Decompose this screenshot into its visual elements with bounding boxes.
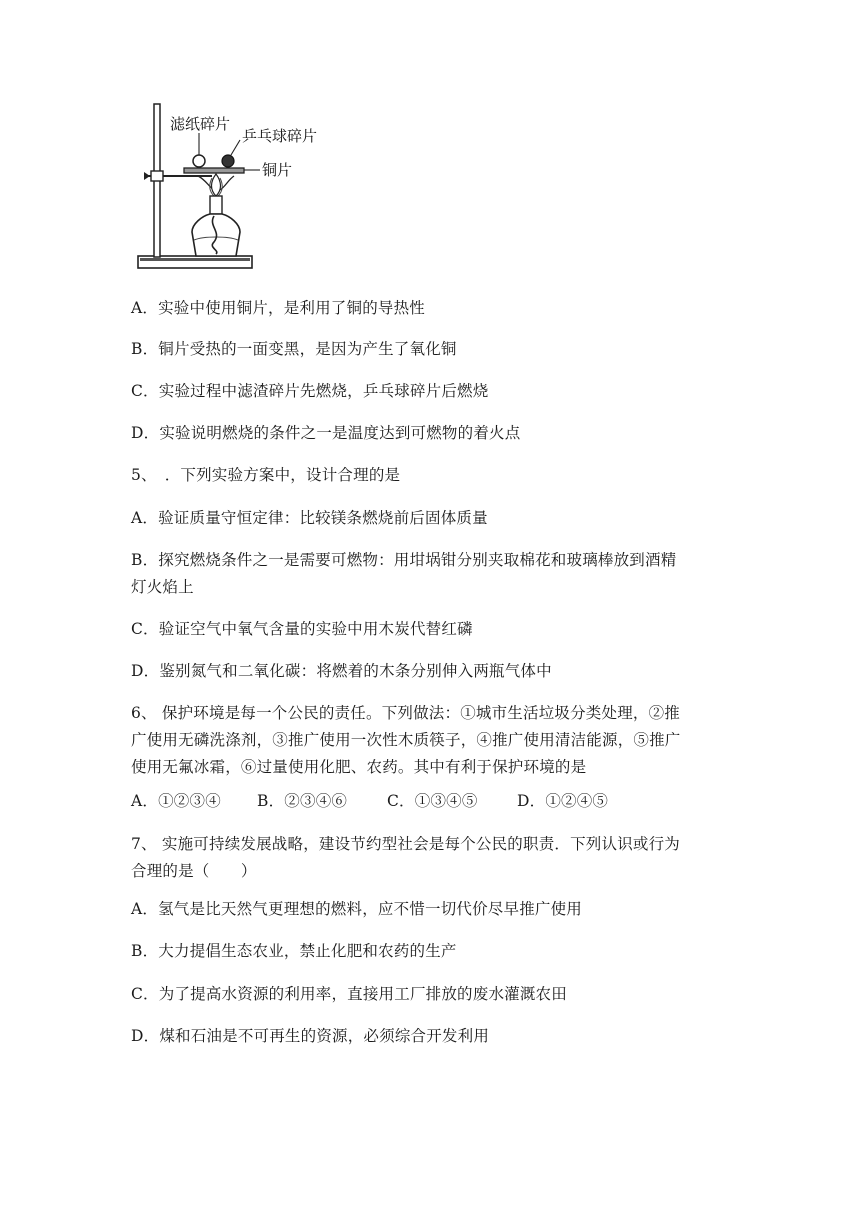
q6-options [131,791,608,811]
q7-option-d: D．煤和石油是不可再生的资源，必须综合开发利用 [131,1027,490,1045]
copper-plate [184,168,244,173]
flame [212,174,221,196]
q6-stem-line-1: 6、 保护环境是每一个公民的责任。下列做法：①城市生活垃圾分类处理，②推 [131,704,680,722]
pingpong-piece [222,155,234,167]
q7-option-b: B．大力提倡生态农业，禁止化肥和农药的生产 [131,942,457,960]
q7-stem-line-1: 7、 实施可持续发展战略，建设节约型社会是每个公民的职责．下列认识或行为 [131,835,680,853]
q5-option-b-cont: 灯火焰上 [131,578,194,596]
label-copper: 铜片 [262,161,293,179]
q4-option-b: B．铜片受热的一面变黑，是因为产生了氧化铜 [131,340,457,358]
q5-option-b: B．探究燃烧条件之一是需要可燃物：用坩埚钳分别夹取棉花和玻璃棒放到酒精 [131,551,677,569]
q7-stem-line-2: 合理的是（ ） [131,862,257,880]
q4-option-c: C．实验过程中滤渣碎片先燃烧，乒乓球碎片后燃烧 [131,382,489,400]
q4-option-a: A．实验中使用铜片，是利用了铜的导热性 [131,299,425,317]
q6-stem-line-3: 使用无氟冰霜，⑥过量使用化肥、农药。其中有利于保护环境的是 [131,758,587,776]
q5-option-c: C．验证空气中氧气含量的实验中用木炭代替红磷 [131,620,473,638]
label-pingpong: 乒乓球碎片 [242,127,318,145]
q5-option-d: D．鉴别氮气和二氧化碳：将燃着的木条分别伸入两瓶气体中 [131,662,552,680]
label-filter-paper: 滤纸碎片 [170,115,231,133]
q6-option-c: C．①③④⑤ [387,792,478,810]
q5-stem: 5、 ．下列实验方案中，设计合理的是 [131,466,401,484]
q6-stem-line-2: 广使用无磷洗涤剂，③推广使用一次性木质筷子，④推广使用清洁能源，⑤推广 [131,731,681,749]
filter-paper-piece [193,155,205,167]
q6-option-b: B．②③④⑥ [257,792,348,810]
q5-option-a: A．验证质量守恒定律：比较镁条燃烧前后固体质量 [131,509,488,527]
experiment-apparatus-figure [136,100,346,276]
q6-option-a: A．①②③④ [131,792,221,810]
q7-option-c: C．为了提高水资源的利用率，直接用工厂排放的废水灌溉农田 [131,985,567,1003]
q7-option-a: A．氢气是比天然气更理想的燃料，应不惜一切代价尽早推广使用 [131,900,582,918]
q6-option-d: D．①②④⑤ [517,792,609,810]
stand-base [138,256,252,268]
q4-option-d: D．实验说明燃烧的条件之一是温度达到可燃物的着火点 [131,424,521,442]
